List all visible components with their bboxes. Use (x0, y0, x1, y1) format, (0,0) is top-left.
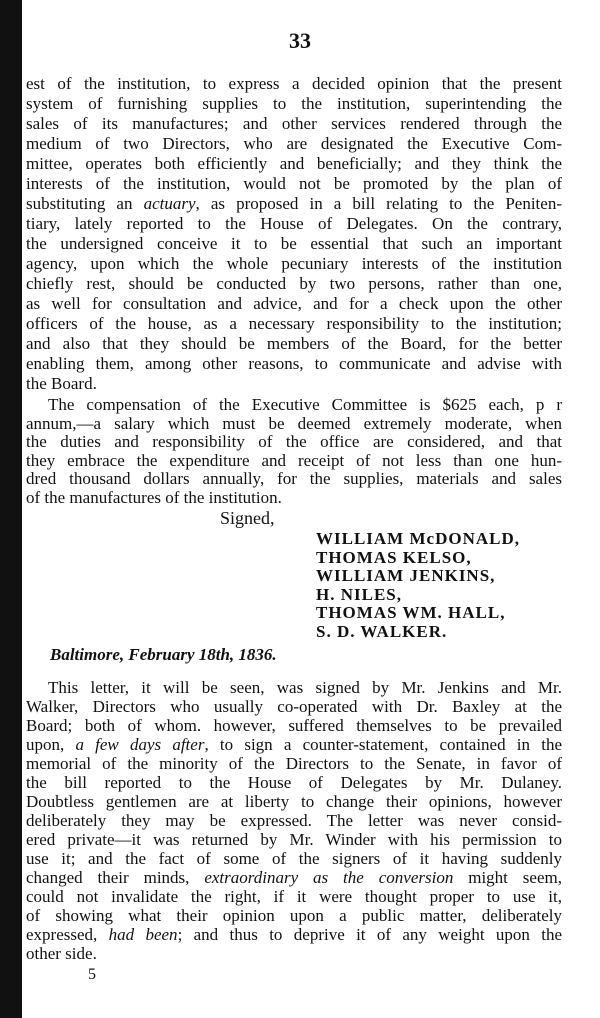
text-line (26, 194, 562, 214)
text-line (26, 792, 562, 811)
text-run: system of furnishing supplies to the institution, superintending the (26, 94, 562, 113)
italic-text: a few days after (75, 735, 205, 754)
text-run: , as proposed in a bill relating to the Peniten- (195, 194, 562, 213)
text-line (26, 925, 562, 944)
text-run: the Board. (26, 374, 97, 393)
text-line (26, 849, 562, 868)
text-line (26, 114, 562, 134)
signatory: THOMAS WM. HALL, (316, 603, 506, 622)
text-line (26, 716, 562, 735)
paragraph-committee-opinion (26, 74, 562, 394)
italic-text: had been (108, 925, 178, 944)
text-line (26, 944, 562, 963)
text-line (26, 74, 562, 94)
text-run: Walker, Directors who usually co-operated with Dr. Baxley at the (26, 697, 562, 716)
text-line (26, 470, 562, 489)
text-run: and also that they should be members of the Board, for the better (26, 334, 562, 353)
signatory: WILLIAM McDONALD, (316, 529, 520, 548)
text-run: could not invalidate the right, if it were thought proper to use it, (26, 887, 562, 906)
text-line (26, 396, 562, 415)
text-run: dred thousand dollars annually, for the supplies, materials and sales (26, 469, 562, 488)
text-line (26, 154, 562, 174)
text-run: as well for consultation and advice, and for a check upon the other (26, 294, 562, 313)
text-run: chiefly rest, should be conducted by two persons, rather than one, (26, 274, 562, 293)
text-line (26, 678, 562, 697)
text-run: use it; and the fact of some of the signers of it having suddenly (26, 849, 562, 868)
text-line (26, 274, 562, 294)
text-run: of the manufactures of the institution. (26, 487, 282, 507)
text-run: ered private—it was returned by Mr. Winder with his permission to (26, 830, 562, 849)
text-line (26, 234, 562, 254)
text-line (26, 773, 562, 792)
text-run: medium of two Directors, who are designated the Executive Com- (26, 134, 562, 153)
text-line (26, 415, 562, 434)
text-line (26, 868, 562, 887)
page-number: 33 (289, 28, 311, 53)
text-line (26, 374, 562, 394)
text-line (26, 314, 562, 334)
text-run: agency, upon which the whole pecuniary interests of the institution (26, 254, 562, 273)
text-line (26, 174, 562, 194)
text-line (26, 214, 562, 234)
text-run: substituting an (26, 194, 144, 213)
text-line (26, 433, 562, 452)
text-run: officers of the house, as a necessary responsibility to the institution; (26, 314, 562, 333)
text-line (26, 134, 562, 154)
text-run: might seem, (453, 868, 562, 887)
scan-edge (0, 0, 22, 1018)
text-run: upon, (26, 735, 76, 754)
signatory: H. NILES, (316, 584, 402, 604)
signatory: S. D. WALKER. (316, 621, 448, 641)
text-run: the undersigned conceive it to be essential that such an important (26, 234, 562, 253)
text-run: memorial of the minority of the Directors to the Senate, in favor of (26, 754, 562, 773)
text-run: mittee, operates both efficiently and beneficially; and they think the (26, 154, 562, 173)
text-line (26, 489, 562, 508)
text-run: the duties and responsibility of the office are considered, and that (26, 432, 562, 451)
text-run: of showing what their opinion upon a public matter, deliberately (26, 906, 562, 925)
signed-label: Signed, (220, 508, 275, 528)
text-run: ; and thus to deprive it of any weight upon the (177, 925, 562, 944)
text-line (26, 811, 562, 830)
text-line (26, 830, 562, 849)
text-run: Board; both of whom. however, suffered themselves to be prevailed (26, 716, 562, 735)
text-line (26, 906, 562, 925)
text-line (26, 294, 562, 314)
text-line (26, 334, 562, 354)
text-line (26, 354, 562, 374)
text-run: This letter, it will be seen, was signed by Mr. Jenkins and Mr. (48, 678, 562, 697)
text-line (26, 452, 562, 471)
paragraph-compensation (26, 396, 562, 507)
text-line (26, 94, 562, 114)
text-run: The compensation of the Executive Committee is $625 each, p r (48, 395, 562, 414)
signatory: THOMAS KELSO, (316, 547, 472, 567)
text-run: enabling them, among other reasons, to communicate and advise with (26, 354, 562, 373)
text-run: interests of the institution, would not be promoted by the plan of (26, 174, 562, 193)
text-run: annum,—a salary which must be deemed extremely moderate, when (26, 413, 562, 433)
signature-mark: 5 (88, 966, 96, 983)
text-run: est of the institution, to express a decided opinion that the present (26, 74, 562, 93)
signatory: WILLIAM JENKINS, (316, 566, 496, 585)
text-run: sales of its manufactures; and other services rendered through the (26, 114, 562, 133)
text-run: other side. (26, 944, 97, 963)
text-run: changed their minds, (26, 868, 205, 887)
text-run: Doubtless gentlemen are at liberty to change their opinions, however (26, 792, 562, 811)
text-run: expressed, (26, 925, 109, 944)
text-run: they embrace the expenditure and receipt of not less than one hun- (26, 450, 562, 470)
text-line (26, 254, 562, 274)
text-run: , to sign a counter-statement, contained in the (204, 735, 562, 754)
text-run: deliberately they may be expressed. The letter was never consid- (26, 811, 562, 830)
text-line (26, 735, 562, 754)
text-line (26, 887, 562, 906)
paragraph-letter-commentary (26, 678, 562, 963)
text-line (26, 697, 562, 716)
text-run: the bill reported to the House of Delegates by Mr. Dulaney. (26, 773, 562, 792)
dateline: Baltimore, February 18th, 1836. (50, 645, 277, 664)
text-run: tiary, lately reported to the House of Delegates. On the contrary, (26, 214, 562, 233)
signatories-list (316, 530, 520, 641)
text-line (26, 754, 562, 773)
italic-text: extraordinary as the conversion (204, 868, 454, 887)
italic-text: actuary (143, 194, 196, 213)
